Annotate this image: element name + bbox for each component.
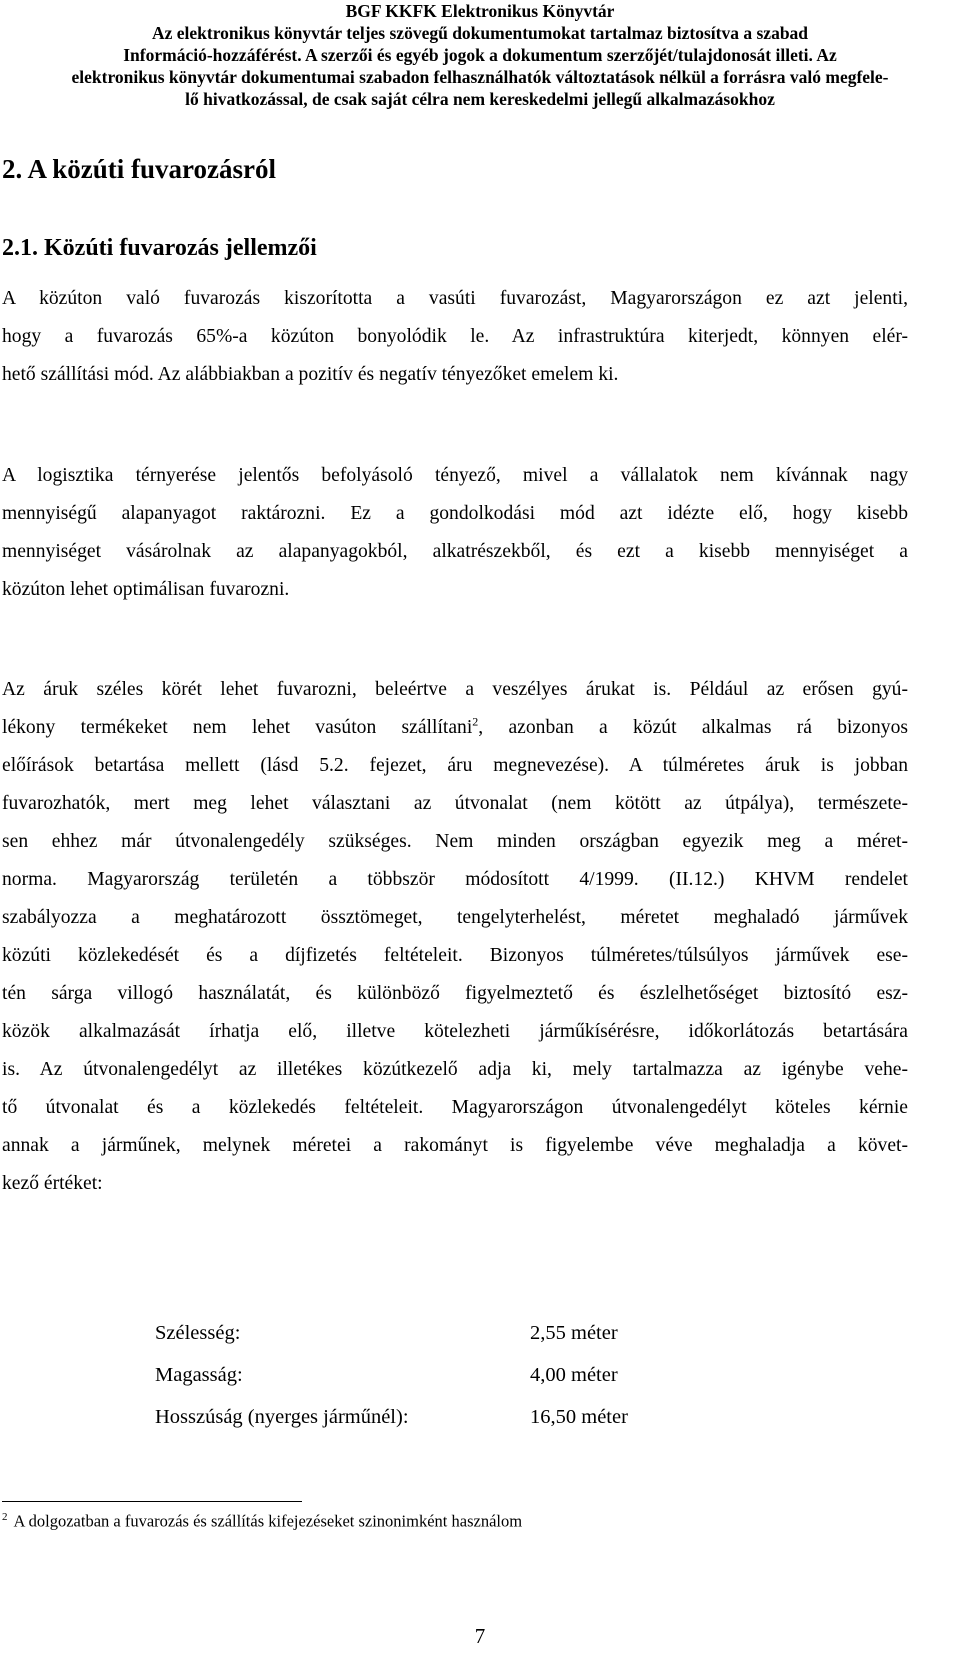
footnote-reference[interactable]: 2 [472,714,479,729]
paragraph-goods [2,671,908,1203]
text-line: közúti közlekedését és a díjfizetés feltételeit. Bizonyos túlméretes/túlsúlyos járművek ese- [2,945,908,966]
text-line: norma. Magyarország területén a többször módosított 4/1999. (II.12.) KHVM rendelet [2,869,908,890]
text-fragment: , azonban a közút alkalmas rá bizonyos [478,717,908,738]
footnote-mark: 2 [2,1511,8,1523]
page-number: 7 [474,1624,486,1648]
text-line: annak a járműnek, melynek méretei a rakományt is figyelembe véve meghaladja a követ- [2,1135,908,1156]
paragraph-logistics [2,457,908,609]
text-line: Az áruk széles körét lehet fuvarozni, beleértve a veszélyes árukat is. Például az erősen gyú- [2,679,908,700]
dimension-value: 16,50 méter [530,1406,628,1428]
text-fragment: lékony termékeket nem lehet vasúton szállítani [2,717,473,738]
dimension-value: 4,00 méter [530,1364,618,1386]
dimension-value: 2,55 méter [530,1322,618,1344]
text-line: szabályozza a meghatározott össztömeget, tengelyterhelést, méretet meghaladó járművek [2,907,908,928]
text-line: hogy a fuvarozás 65%-a közúton bonyolódik le. Az infrastruktúra kiterjedt, könnyen elér- [2,326,908,347]
text-line: is. Az útvonalengedélyt az illetékes közútkezelő adja ki, mely tartalmazza az igénybe vehe- [2,1059,908,1080]
text-line: hető szállítási mód. Az alábbiakban a pozitív és negatív tényezőket emelem ki. [2,364,619,385]
text-line: közúton lehet optimálisan fuvarozni. [2,579,290,600]
dimension-label: Szélesség: [155,1322,241,1344]
text-line: fuvarozhatók, mert meg lehet választani az útvonalat (nem kötött az útpálya), természete- [2,793,908,814]
text-line [2,709,908,747]
chapter-heading: 2. A közúti fuvarozásról [2,154,277,184]
header-line: BGF KKFK Elektronikus Könyvtár [345,1,615,21]
paragraph-intro [2,280,908,394]
text-line: A logisztika térnyerése jelentős befolyásoló tényező, mivel a vállalatok nem kívánnak nagy [2,465,908,486]
dimension-label: Hosszúság (nyerges járműnél): [155,1406,409,1428]
text-line: A közúton való fuvarozás kiszorította a vasúti fuvarozást, Magyarországon ez azt jelenti, [2,288,908,309]
footnote-separator [2,1501,302,1502]
header-line: Az elektronikus könyvtár teljes szövegű dokumentumokat tartalmaz biztosítva a szabad [151,23,809,43]
dimension-label: Magasság: [155,1364,243,1386]
text-line: tén sárga villogó használatát, és különböző figyelmeztető és észlelhetőséget biztosító esz- [2,983,908,1004]
text-line: kező értéket: [2,1173,103,1194]
header-line: lő hivatkozással, de csak saját célra nem kereskedelmi jellegű alkalmazásokhoz [185,89,775,109]
header-line: elektronikus könyvtár dokumentumai szabadon felhasználhatók változtatások nélkül a forrásra való megfele- [71,67,889,87]
footnote-text: A dolgozatban a fuvarozás és szállítás kifejezéseket szinonimként használom [13,1511,523,1531]
header-line: Információ-hozzáférést. A szerzői és egyéb jogok a dokumentum szerzőjét/tulajdonosát illeti. Az [123,45,837,65]
text-line: közök alkalmazását írhatja elő, illetve kötelezheti járműkísérésre, időkorlátozás betartására [2,1021,908,1042]
text-line: tő útvonalat és a közlekedés feltételeit. Magyarországon útvonalengedélyt köteles kérnie [2,1097,908,1118]
library-notice-header [0,0,960,110]
footnote [2,1511,522,1532]
section-heading: 2.1. Közúti fuvarozás jellemzői [2,235,317,261]
text-line: előírások betartása mellett (lásd 5.2. fejezet, áru megnevezése). A túlméretes áruk is jobban [2,755,908,776]
text-line: mennyiséget vásárolnak az alapanyagokból, alkatrészekből, és ezt a kisebb mennyiséget a [2,541,908,562]
text-line: mennyiségű alapanyagot raktározni. Ez a gondolkodási mód azt idézte elő, hogy kisebb [2,503,908,524]
text-line: sen ehhez már útvonalengedély szükséges. Nem minden országban egyezik meg a méret- [2,831,908,852]
